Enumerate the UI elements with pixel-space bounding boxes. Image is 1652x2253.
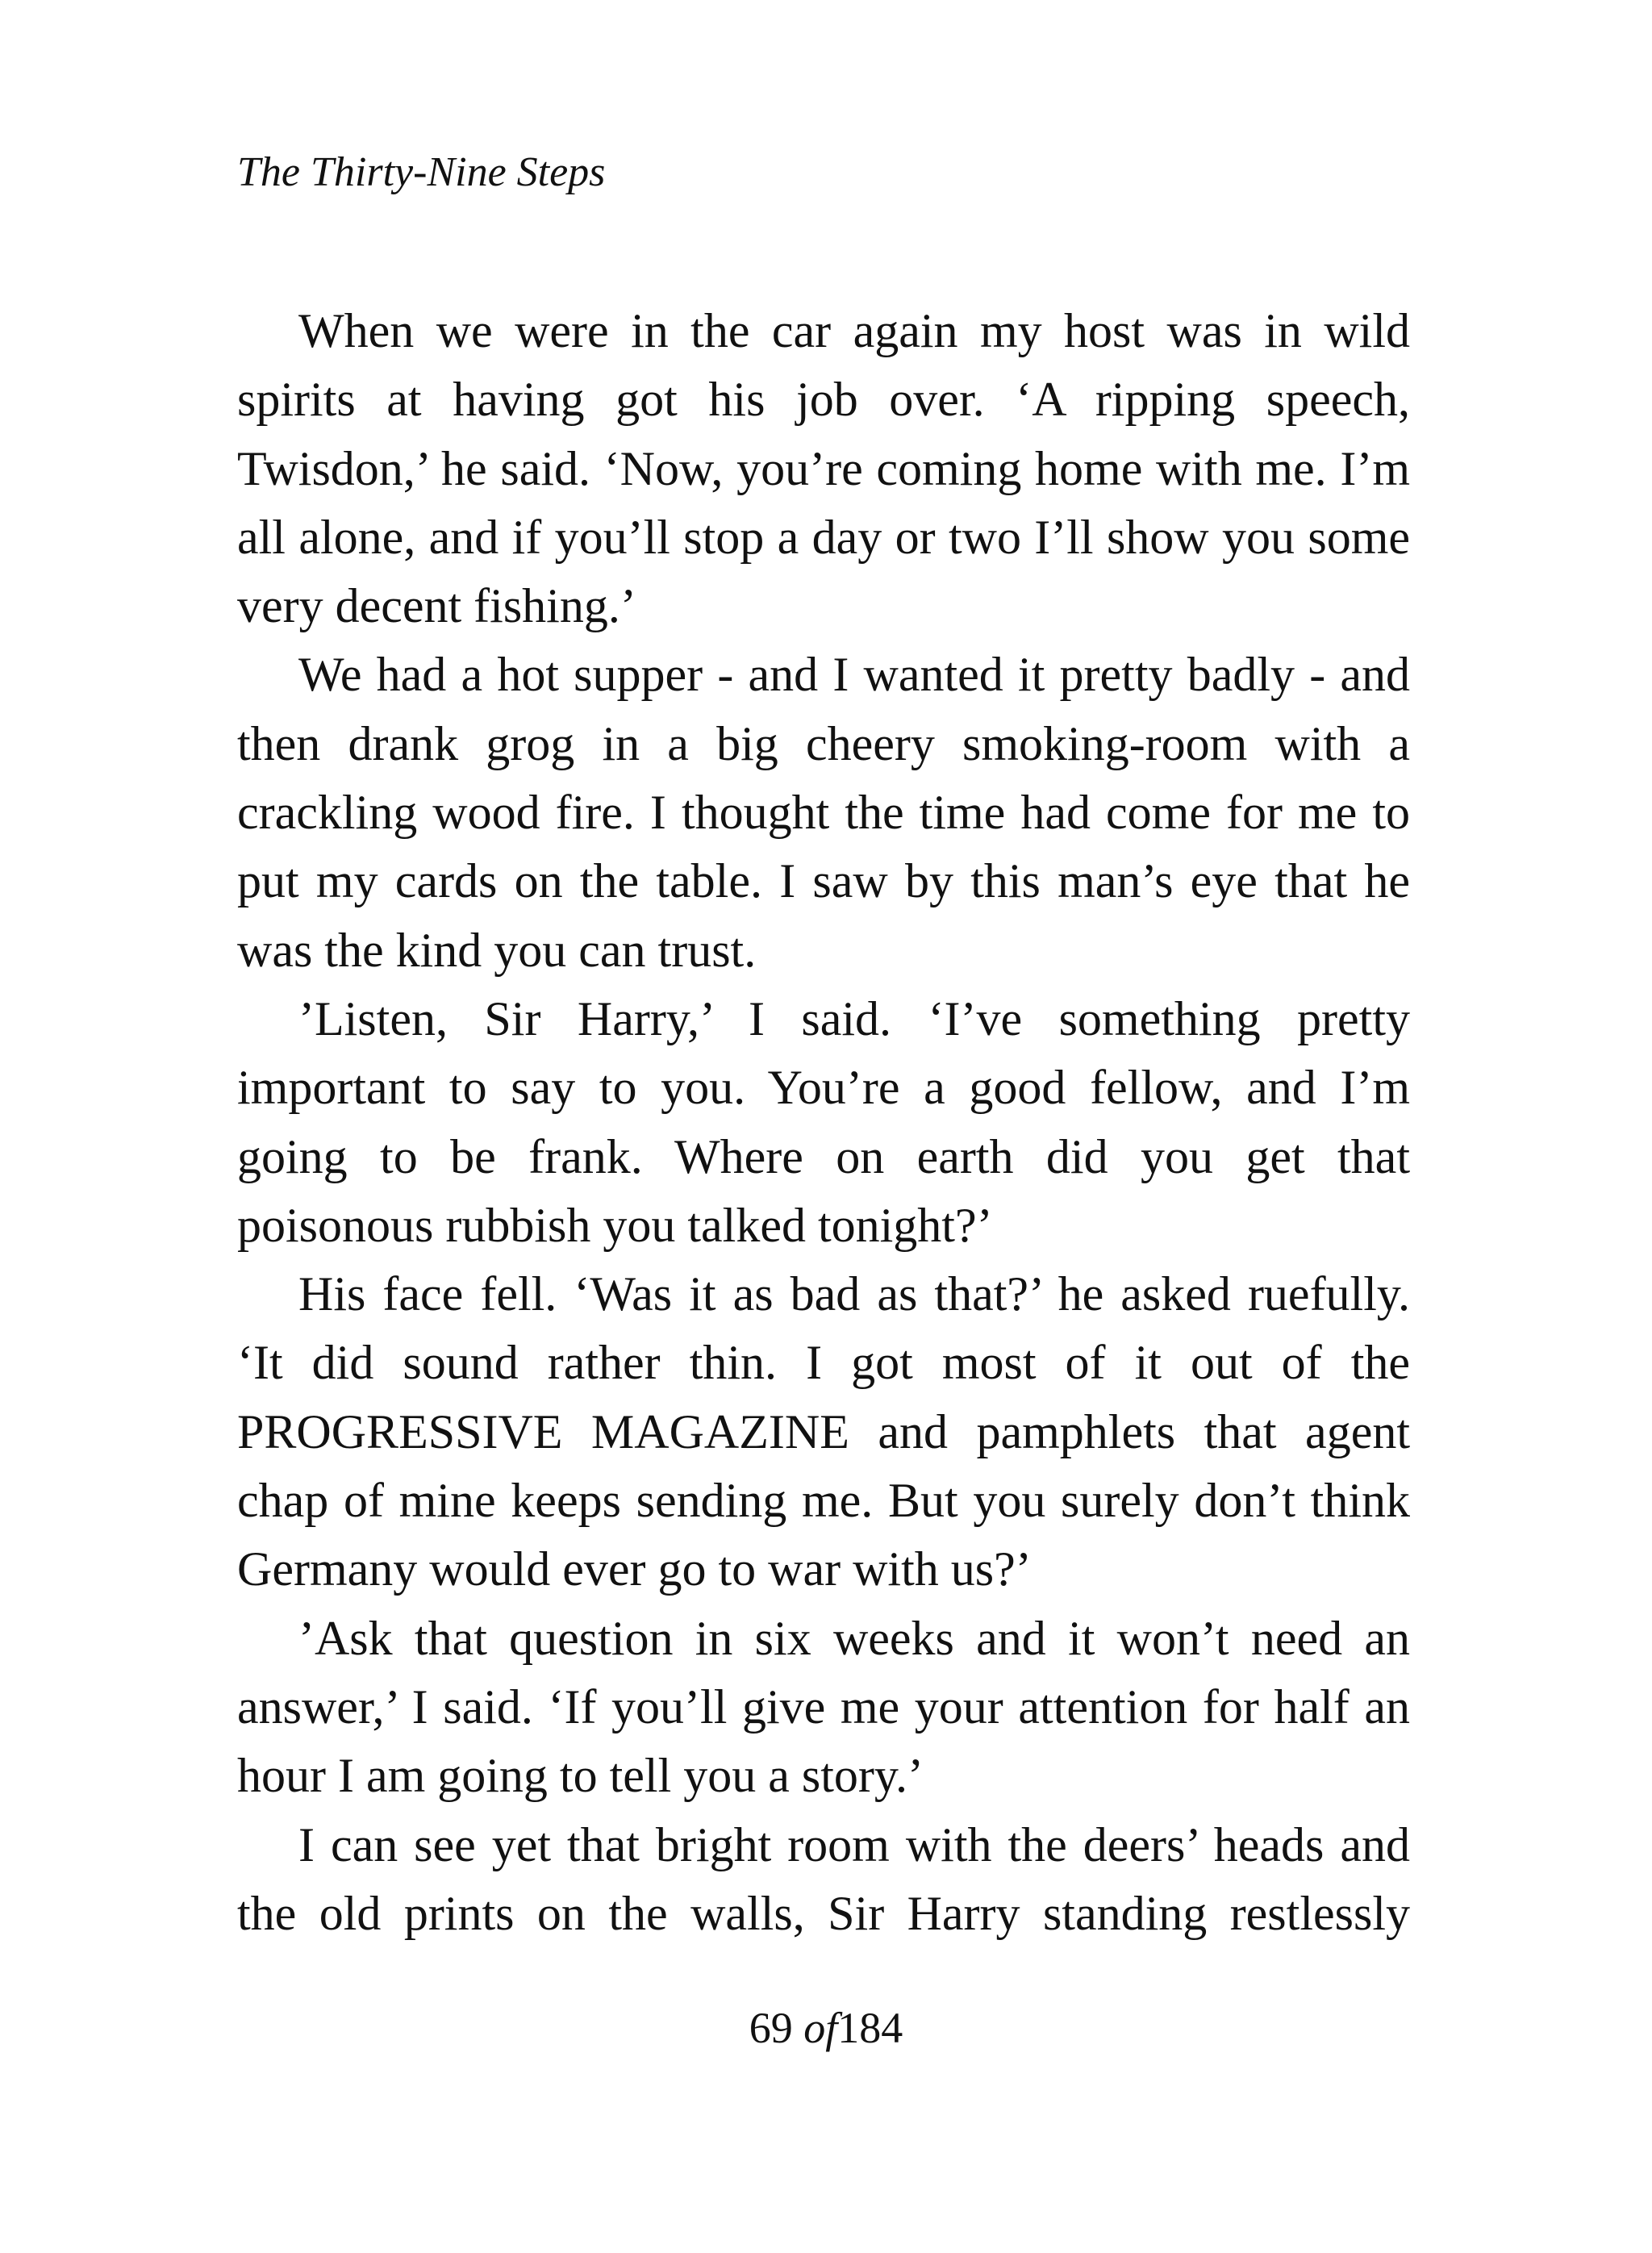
page-folio bbox=[0, 2006, 1652, 2050]
paragraph: ’Listen, Sir Harry,’ I said. ‘I’ve something pretty important to say to you. You’re a good fellow, and I’m going to be frank. Where on earth did you get that poisonous rubbish you talked tonight?’ bbox=[237, 991, 1410, 1252]
paragraph: When we were in the car again my host was in wild spirits at having got his job over. ‘A ripping speech, Twisdon,’ he said. ‘Now, you’re coming home with me. I’m all alone, and if you’ll stop a day or two I’ll show you some very decent fishing.’ bbox=[237, 304, 1410, 633]
paragraph: We had a hot supper - and I wanted it pretty badly - and then drank grog in a big cheery smoking-room with a crackling wood fire. I thought the time had come for me to put my cards on the table. I saw by this man’s eye that he was the kind you can trust. bbox=[237, 648, 1410, 977]
body-text bbox=[237, 297, 1410, 1948]
paragraph: His face fell. ‘Was it as bad as that?’ he asked ruefully. ‘It did sound rather thin. I got most of it out of the PROGRESSIVE MAGAZINE and pamphlets that agent chap of mine keeps sending me. But you surely don’t think Germany would ever go to war with us?’ bbox=[237, 1267, 1410, 1596]
paragraph: I can see yet that bright room with the deers’ heads and the old prints on the walls, Sir Harry standing restlessly bbox=[237, 1817, 1410, 1940]
of-word: of bbox=[803, 2004, 838, 2052]
total-page-count: 184 bbox=[837, 2004, 903, 2052]
running-header-title: The Thirty-Nine Steps bbox=[237, 149, 606, 195]
paragraph: ’Ask that question in six weeks and it won’t need an answer,’ I said. ‘If you’ll give me your attention for half an hour I am going to tell you a story.’ bbox=[237, 1611, 1410, 1803]
current-page-number: 69 bbox=[749, 2004, 793, 2052]
